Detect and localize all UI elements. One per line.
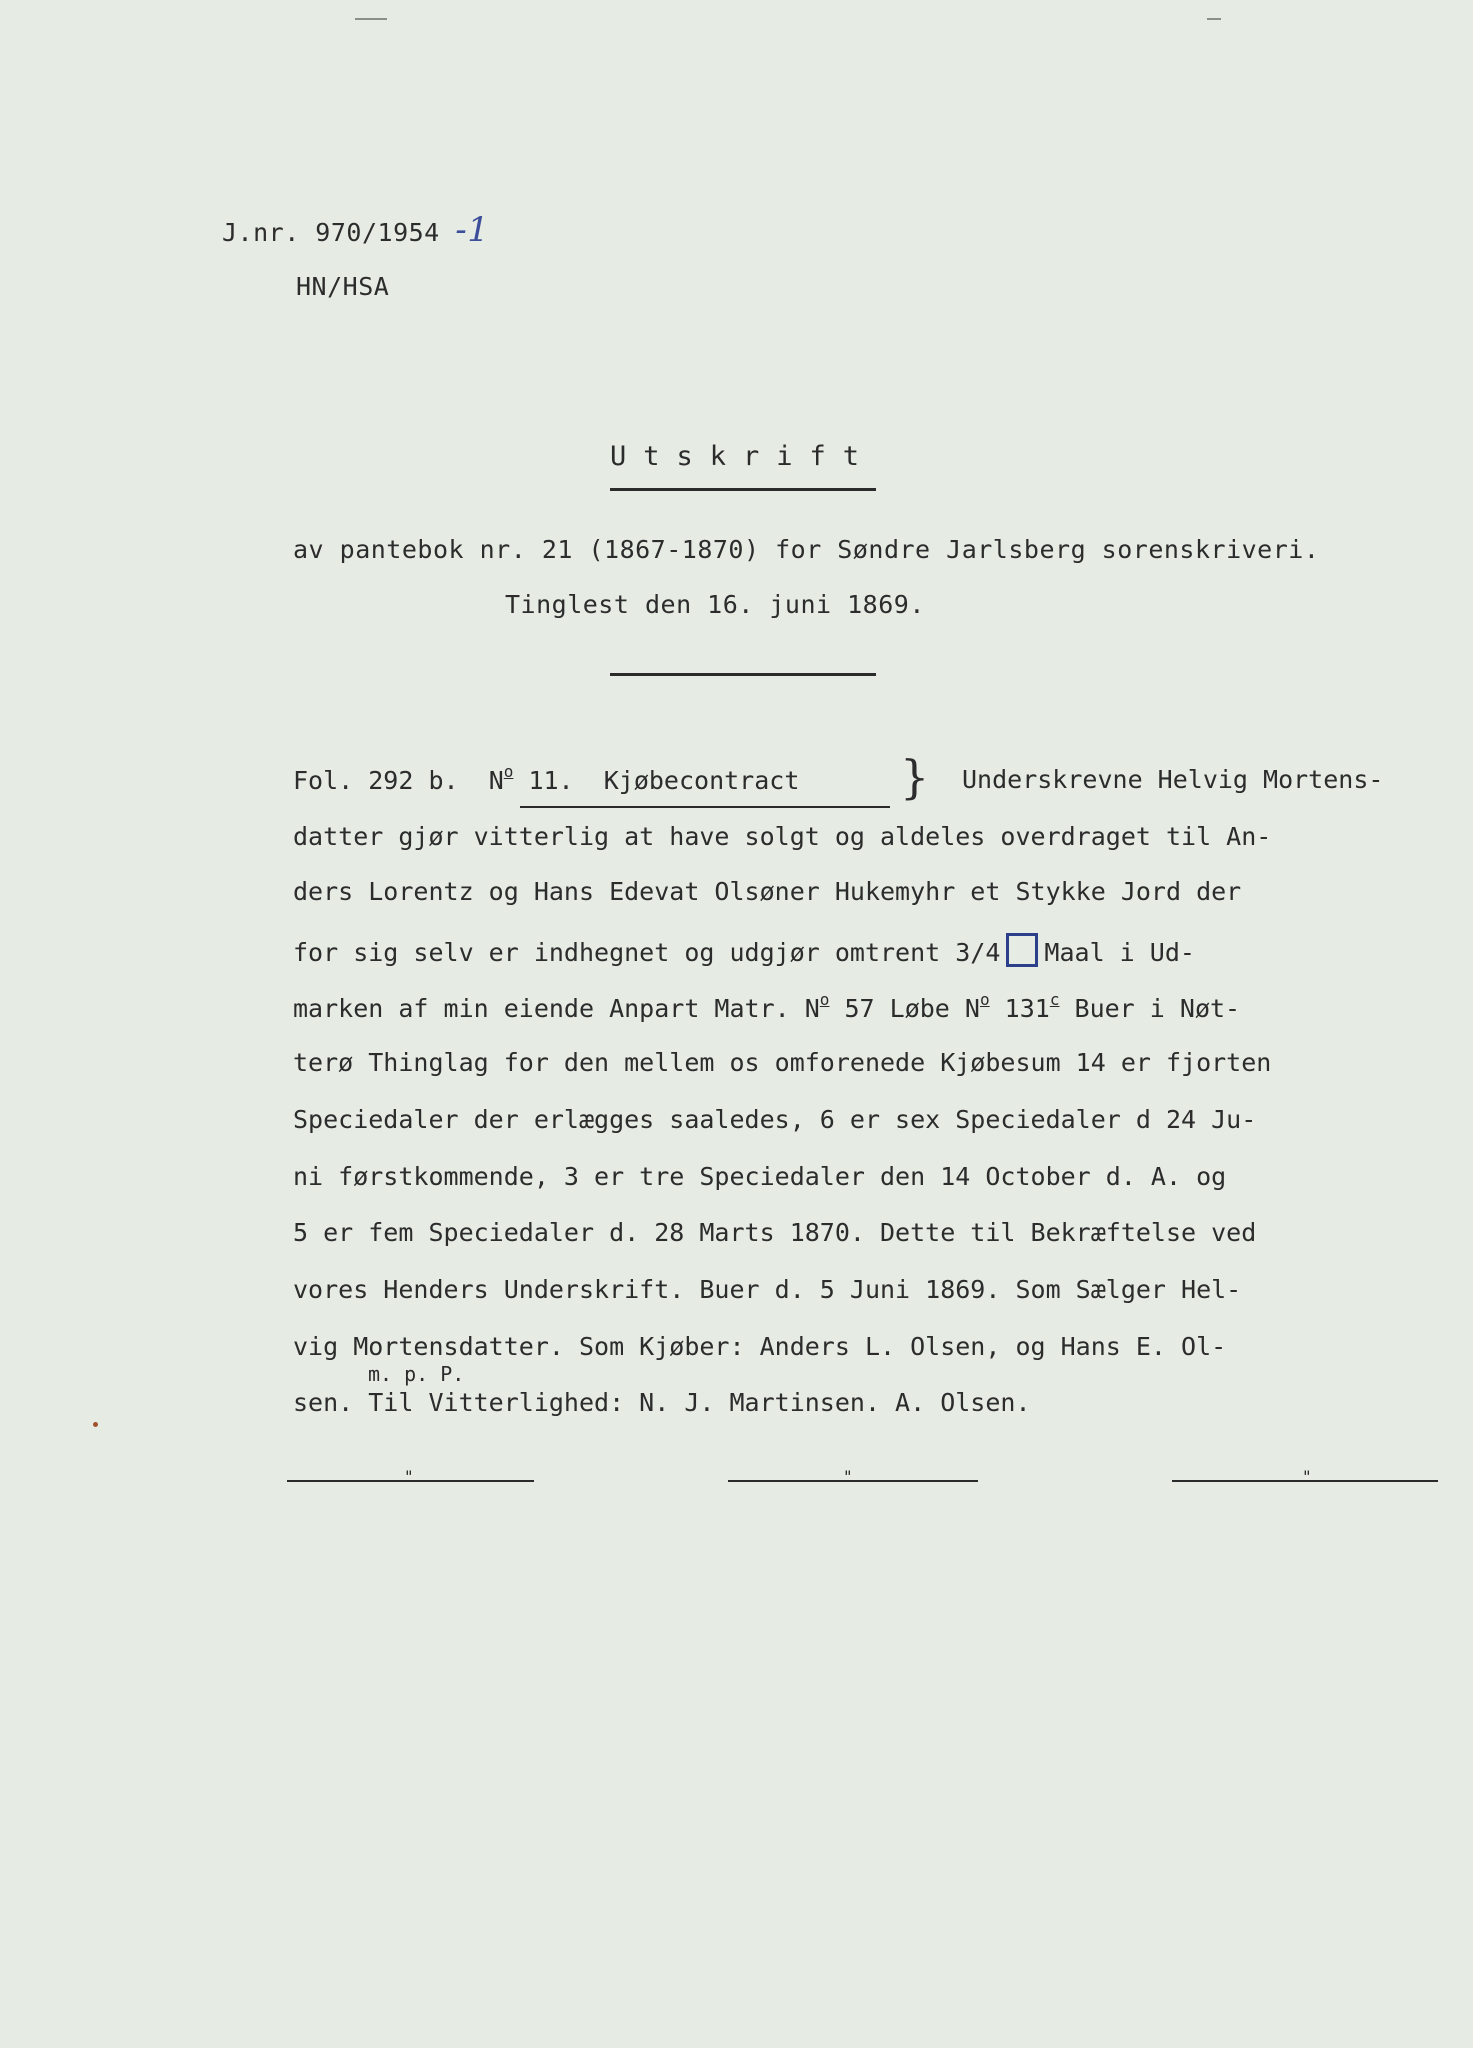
subtitle-line-2: Tinglest den 16. juni 1869. (505, 590, 925, 619)
brace: } (900, 750, 930, 804)
entry-line-7: ni førstkommende, 3 er tre Speciedaler den 14 October d. A. og (293, 1162, 1227, 1191)
entry-line-4-sup3: c (1049, 990, 1060, 1009)
entry-line-4-sup2: o (979, 990, 990, 1009)
entry-number (488, 762, 574, 795)
heading-underline (520, 806, 890, 808)
ditto-mark-3: " (1302, 1467, 1312, 1486)
entry-line-4-sup1: o (819, 990, 830, 1009)
entry-line-10: vig Mortensdatter. Som Kjøber: Anders L. Olsen, og Hans E. Ol- (293, 1332, 1227, 1361)
handwritten-suffix: -1 (455, 210, 490, 250)
entry-line-9: vores Henders Underskrift. Buer d. 5 Juni 1869. Som Sælger Hel- (293, 1275, 1242, 1304)
entry-line-1: datter gjør vitterlig at have solgt og aldeles overdraget til An- (293, 822, 1272, 851)
entry-line-0: Underskrevne Helvig Mortens- (962, 765, 1384, 794)
journal-number-text: J.nr. 970/1954 (222, 218, 440, 247)
closing-line-2 (728, 1480, 978, 1482)
entry-heading-line (293, 762, 799, 795)
initials: HN/HSA (296, 272, 390, 301)
entry-line-8: 5 er fem Speciedaler d. 28 Marts 1870. Dette til Bekræftelse ved (293, 1218, 1257, 1247)
entry-line-4-a: marken af min eiende Anpart Matr. N (293, 994, 820, 1023)
number-prefix: N (488, 766, 504, 795)
title-underline (610, 488, 876, 491)
entry-heading: Kjøbecontract (603, 766, 800, 795)
top-edge-marks (0, 18, 1473, 24)
entry-line-3 (293, 933, 1195, 967)
number-value: 11. (528, 766, 574, 795)
subtitle-line-1: av pantebok nr. 21 (1867-1870) for Søndre Jarlsberg sorenskriveri. (293, 535, 1320, 564)
entry-line-11: sen. Til Vitterlighed: N. J. Martinsen. A. Olsen. (293, 1388, 1031, 1417)
ditto-mark-1: " (404, 1467, 414, 1486)
ditto-mark-2: " (843, 1467, 853, 1486)
entry-line-3-text: for sig selv er indhegnet og udgjør omtrent 3/4 (293, 938, 1001, 967)
entry-line-4-c: 131 (1004, 994, 1050, 1023)
subtitle-separator (610, 673, 876, 676)
folio: Fol. 292 b. (293, 766, 459, 795)
entry-line-2: ders Lorentz og Hans Edevat Olsøner Hukemyhr et Stykke Jord der (293, 877, 1242, 906)
entry-line-4-d: Buer i Nøt- (1074, 994, 1241, 1023)
entry-line-5: terø Thinglag for den mellem os omforenede Kjøbesum 14 er fjorten (293, 1048, 1272, 1077)
margin-dot (93, 1422, 98, 1427)
handwritten-box-mark (1006, 933, 1038, 967)
document-title: Utskrift (610, 441, 877, 472)
entry-line-3-end: Maal i Ud- (1044, 938, 1195, 967)
entry-line-6: Speciedaler der erlægges saaledes, 6 er sex Speciedaler d 24 Ju- (293, 1105, 1257, 1134)
number-sup: o (503, 762, 514, 781)
journal-number (222, 210, 489, 250)
mpp-note: m. p. P. (368, 1362, 465, 1386)
entry-line-4-b: 57 Løbe N (844, 994, 980, 1023)
entry-line-4 (293, 990, 1240, 1023)
